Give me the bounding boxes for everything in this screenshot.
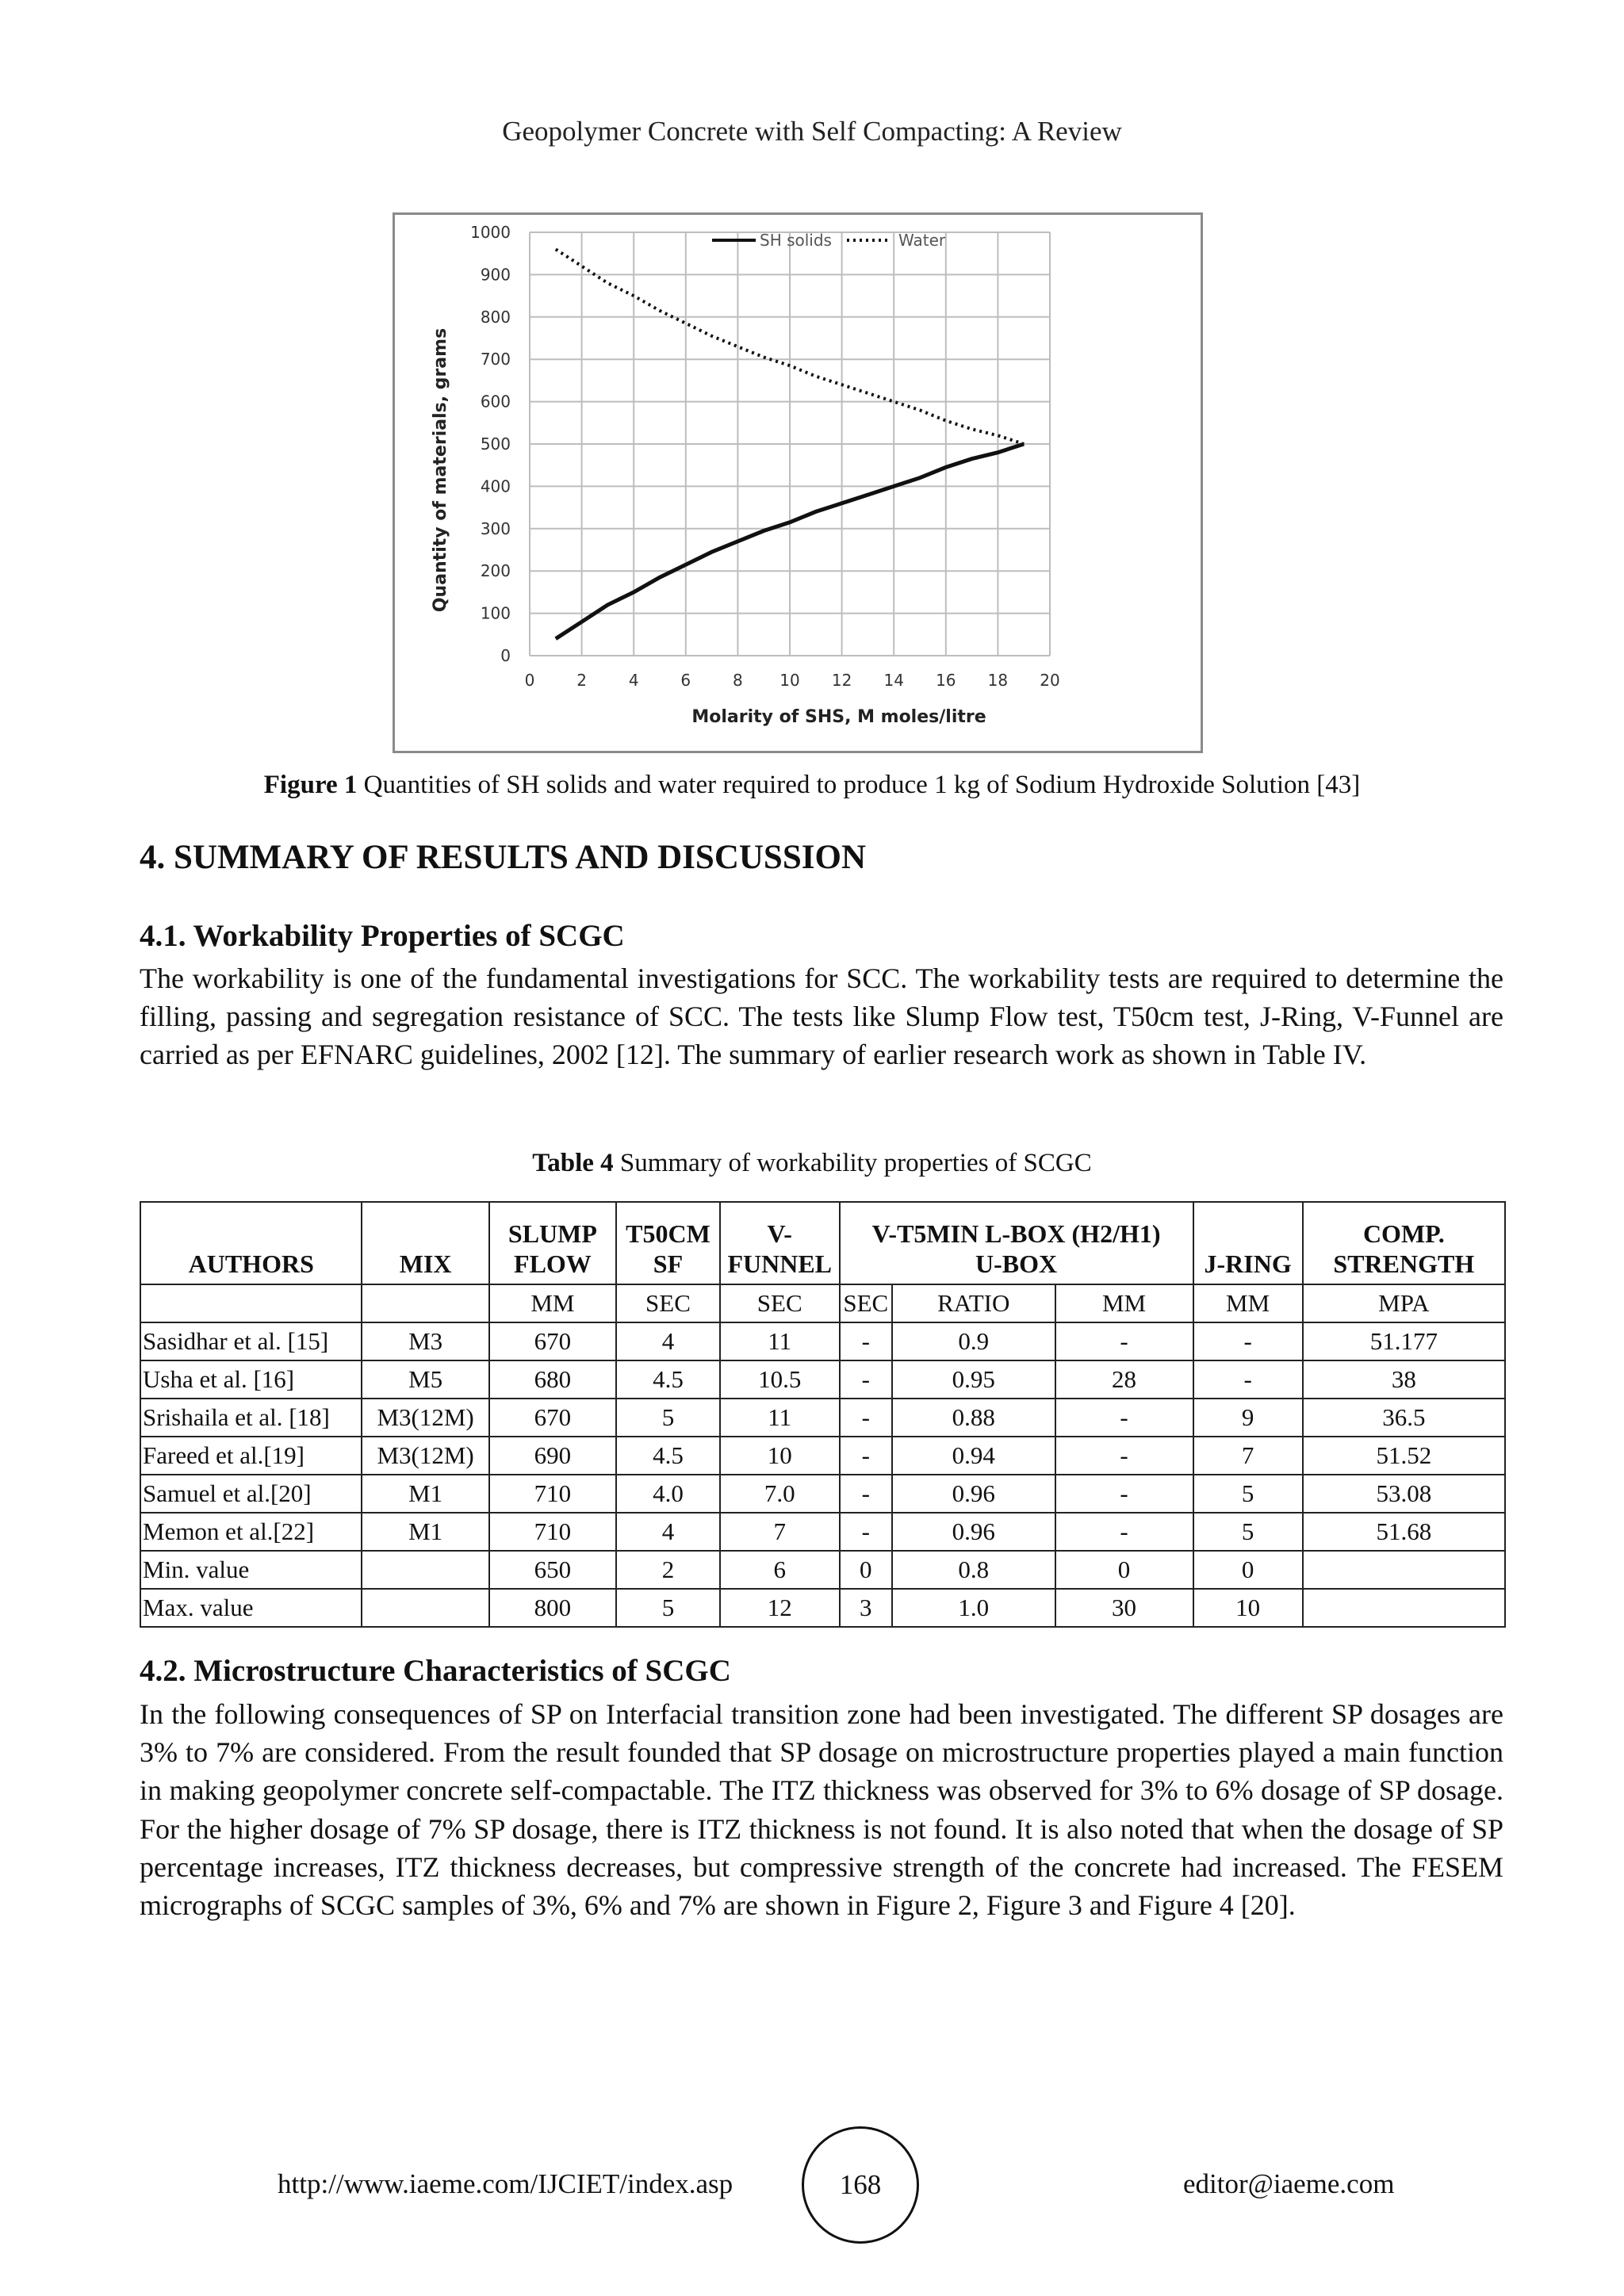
- table-cell: [362, 1589, 488, 1627]
- figure-1-chart: [393, 212, 1203, 753]
- unit-cell: RATIO: [892, 1284, 1055, 1322]
- table-body: [140, 1322, 1505, 1627]
- y-tick-label: 300: [480, 519, 511, 538]
- table-cell: 4.5: [616, 1437, 720, 1475]
- y-tick-label: 800: [480, 307, 511, 327]
- table-cell: Max. value: [140, 1589, 362, 1627]
- header-authors: AUTHORS: [140, 1202, 362, 1284]
- table-cell: -: [1055, 1475, 1193, 1513]
- table-cell: 28: [1055, 1360, 1193, 1399]
- unit-cell: MM: [1193, 1284, 1303, 1322]
- table-cell: 0.94: [892, 1437, 1055, 1475]
- table-cell: -: [840, 1322, 892, 1360]
- table-cell: Fareed et al.[19]: [140, 1437, 362, 1475]
- table-cell: 0.9: [892, 1322, 1055, 1360]
- x-tick-label: 14: [883, 671, 904, 690]
- table-cell: -: [1193, 1322, 1303, 1360]
- section-4-1-heading: 4.1. Workability Properties of SCGC: [140, 919, 625, 953]
- header-slump-flow: SLUMP FLOW: [489, 1202, 616, 1284]
- table-cell: 7: [720, 1513, 840, 1551]
- unit-cell: [362, 1284, 488, 1322]
- y-tick-label: 100: [480, 603, 511, 623]
- table-row: [140, 1437, 1505, 1475]
- table-cell: 2: [616, 1551, 720, 1589]
- table-cell: 0.95: [892, 1360, 1055, 1399]
- y-tick-label: 500: [480, 434, 511, 453]
- table-row: [140, 1360, 1505, 1399]
- table-cell: 0.8: [892, 1551, 1055, 1589]
- table-cell: Usha et al. [16]: [140, 1360, 362, 1399]
- table-cell: 670: [489, 1322, 616, 1360]
- table-cell: 710: [489, 1475, 616, 1513]
- figure-caption: [0, 771, 1624, 800]
- table-row: [140, 1589, 1505, 1627]
- figure-caption-label: Figure 1: [263, 771, 358, 799]
- table-cell: 38: [1303, 1360, 1505, 1399]
- x-axis-label: Molarity of SHS, M moles/litre: [691, 707, 986, 727]
- y-tick-labels: [470, 223, 511, 665]
- table-cell: 6: [720, 1551, 840, 1589]
- table-cell: Samuel et al.[20]: [140, 1475, 362, 1513]
- x-tick-label: 10: [779, 671, 800, 690]
- footer-url[interactable]: http://www.iaeme.com/IJCIET/index.asp: [278, 2168, 733, 2199]
- table-cell: 5: [616, 1399, 720, 1437]
- table-cell: M1: [362, 1513, 488, 1551]
- table-cell: -: [840, 1475, 892, 1513]
- table-cell: Srishaila et al. [18]: [140, 1399, 362, 1437]
- footer-email[interactable]: editor@iaeme.com: [1183, 2168, 1395, 2199]
- x-tick-labels: [525, 671, 1060, 690]
- section-4-heading: 4. SUMMARY OF RESULTS AND DISCUSSION: [140, 839, 866, 876]
- unit-cell: SEC: [720, 1284, 840, 1322]
- header-j-ring: J-RING: [1193, 1202, 1303, 1284]
- table-cell: -: [1055, 1322, 1193, 1360]
- x-tick-label: 0: [524, 671, 535, 690]
- table-caption: [0, 1149, 1624, 1178]
- table-cell: 12: [720, 1589, 840, 1627]
- table-cell: M3(12M): [362, 1437, 488, 1475]
- table-cell: 4: [616, 1513, 720, 1551]
- table-cell: -: [840, 1437, 892, 1475]
- y-tick-label: 400: [480, 476, 511, 496]
- table-cell: M3: [362, 1322, 488, 1360]
- y-tick-label: 700: [480, 350, 511, 369]
- x-tick-label: 12: [831, 671, 852, 690]
- y-axis-label: Quantity of materials, grams: [431, 327, 450, 613]
- table-cell: -: [1055, 1437, 1193, 1475]
- table-row: [140, 1399, 1505, 1437]
- table-cell: 0.96: [892, 1513, 1055, 1551]
- table-header-row: [140, 1202, 1505, 1284]
- table-cell: 5: [1193, 1513, 1303, 1551]
- table-caption-label: Table 4: [532, 1149, 614, 1177]
- x-tick-label: 16: [936, 671, 956, 690]
- workability-table: [140, 1201, 1506, 1628]
- table-cell: 0.88: [892, 1399, 1055, 1437]
- x-tick-label: 20: [1040, 671, 1060, 690]
- table-cell: 0: [840, 1551, 892, 1589]
- table-cell: 3: [840, 1589, 892, 1627]
- table-cell: 710: [489, 1513, 616, 1551]
- table-cell: 36.5: [1303, 1399, 1505, 1437]
- section-4-2-text: In the following consequences of SP on Interfacial transition zone had been investigated. The different SP dosages are 3% to 7% are considered. From the result founded that SP dosage on microstructure properties played a main function in making geopolymer concrete self-compactable. The ITZ thickness was observed for 3% to 6% dosage of SP dosage. For the higher dosage of 7% SP dosage, there is ITZ thickness is not found. It is also noted that when the dosage of SP percentage increases, ITZ thickness decreases, but compressive strength of the concrete had increased. The FESEM micrographs of SCGC samples of 3%, 6% and 7% are shown in Figure 2, Figure 3 and Figure 4 [20].: [140, 1698, 1503, 1922]
- table-cell: 4.5: [616, 1360, 720, 1399]
- table-cell: 4.0: [616, 1475, 720, 1513]
- table-cell: 5: [616, 1589, 720, 1627]
- table-cell: -: [1193, 1360, 1303, 1399]
- chart-legend: [712, 231, 946, 250]
- x-tick-label: 8: [733, 671, 743, 690]
- table-cell: 5: [1193, 1475, 1303, 1513]
- section-4-1-paragraph: [140, 959, 1503, 1074]
- table-cell: -: [1055, 1513, 1193, 1551]
- header-v-funnel: V- FUNNEL: [720, 1202, 840, 1284]
- table-cell: M3(12M): [362, 1399, 488, 1437]
- table-cell: 11: [720, 1322, 840, 1360]
- table-cell: 10: [1193, 1589, 1303, 1627]
- y-tick-label: 200: [480, 561, 511, 581]
- table-cell: 10.5: [720, 1360, 840, 1399]
- header-mix: MIX: [362, 1202, 488, 1284]
- legend-label-sh-solids: SH solids: [760, 231, 832, 250]
- table-cell: 9: [1193, 1399, 1303, 1437]
- chart-grid: [530, 232, 1050, 656]
- x-tick-label: 6: [680, 671, 691, 690]
- table-row: [140, 1551, 1505, 1589]
- y-tick-label: 1000: [470, 223, 511, 242]
- running-head: Geopolymer Concrete with Self Compacting: A Review: [502, 116, 1122, 147]
- table-units-row: [140, 1284, 1505, 1322]
- x-tick-label: 4: [628, 671, 639, 690]
- figure-caption-text: Quantities of SH solids and water required to produce 1 kg of Sodium Hydroxide Solution [43]: [357, 771, 1361, 799]
- table-caption-text: Summary of workability properties of SCGC: [613, 1149, 1092, 1177]
- header-v-t5min-lbox-ubox: V-T5MIN L-BOX (H2/H1) U-BOX: [840, 1202, 1193, 1284]
- page-number: 168: [802, 2126, 919, 2244]
- table-cell: 650: [489, 1551, 616, 1589]
- table-cell: 0.96: [892, 1475, 1055, 1513]
- table-cell: 10: [720, 1437, 840, 1475]
- legend-label-water: Water: [898, 231, 946, 250]
- section-4-2-heading: 4.2. Microstructure Characteristics of SCGC: [140, 1654, 731, 1688]
- table-cell: [362, 1551, 488, 1589]
- header-t50cm: T50CM SF: [616, 1202, 720, 1284]
- table-cell: 1.0: [892, 1589, 1055, 1627]
- table-cell: [1303, 1589, 1505, 1627]
- table-cell: Min. value: [140, 1551, 362, 1589]
- y-tick-label: 900: [480, 265, 511, 285]
- table-cell: 7: [1193, 1437, 1303, 1475]
- table-cell: 11: [720, 1399, 840, 1437]
- x-tick-label: 2: [576, 671, 587, 690]
- table-cell: 51.68: [1303, 1513, 1505, 1551]
- table-cell: 680: [489, 1360, 616, 1399]
- table-cell: Sasidhar et al. [15]: [140, 1322, 362, 1360]
- unit-cell: MPA: [1303, 1284, 1505, 1322]
- unit-cell: MM: [1055, 1284, 1193, 1322]
- table-cell: M1: [362, 1475, 488, 1513]
- table-row: [140, 1513, 1505, 1551]
- unit-cell: SEC: [840, 1284, 892, 1322]
- table-cell: 670: [489, 1399, 616, 1437]
- table-cell: 51.177: [1303, 1322, 1505, 1360]
- table-row: [140, 1475, 1505, 1513]
- table-cell: 0: [1055, 1551, 1193, 1589]
- table-cell: -: [840, 1399, 892, 1437]
- table-cell: 30: [1055, 1589, 1193, 1627]
- header-comp-strength: COMP. STRENGTH: [1303, 1202, 1505, 1284]
- table-cell: 0: [1193, 1551, 1303, 1589]
- table-cell: -: [1055, 1399, 1193, 1437]
- section-4-1-text: The workability is one of the fundamental investigations for SCC. The workability tests are required to determine the filling, passing and segregation resistance of SCC. The tests like Slump Flow test, T50cm test, J-Ring, V-Funnel are carried as per EFNARC guidelines, 2002 [12]. The summary of earlier research work as shown in Table IV.: [140, 962, 1503, 1071]
- table-cell: 4: [616, 1322, 720, 1360]
- unit-cell: SEC: [616, 1284, 720, 1322]
- table-cell: 53.08: [1303, 1475, 1505, 1513]
- table-cell: -: [840, 1513, 892, 1551]
- table-cell: 800: [489, 1589, 616, 1627]
- x-tick-label: 18: [987, 671, 1009, 690]
- table-cell: Memon et al.[22]: [140, 1513, 362, 1551]
- y-tick-label: 0: [500, 646, 511, 665]
- unit-cell: MM: [489, 1284, 616, 1322]
- unit-cell: [140, 1284, 362, 1322]
- table-cell: M5: [362, 1360, 488, 1399]
- y-tick-label: 600: [480, 392, 511, 411]
- table-cell: -: [840, 1360, 892, 1399]
- section-4-2-paragraph: [140, 1695, 1503, 1924]
- table-cell: 690: [489, 1437, 616, 1475]
- table-row: [140, 1322, 1505, 1360]
- table-cell: 7.0: [720, 1475, 840, 1513]
- table-cell: 51.52: [1303, 1437, 1505, 1475]
- line-chart: [395, 215, 1201, 751]
- table-cell: [1303, 1551, 1505, 1589]
